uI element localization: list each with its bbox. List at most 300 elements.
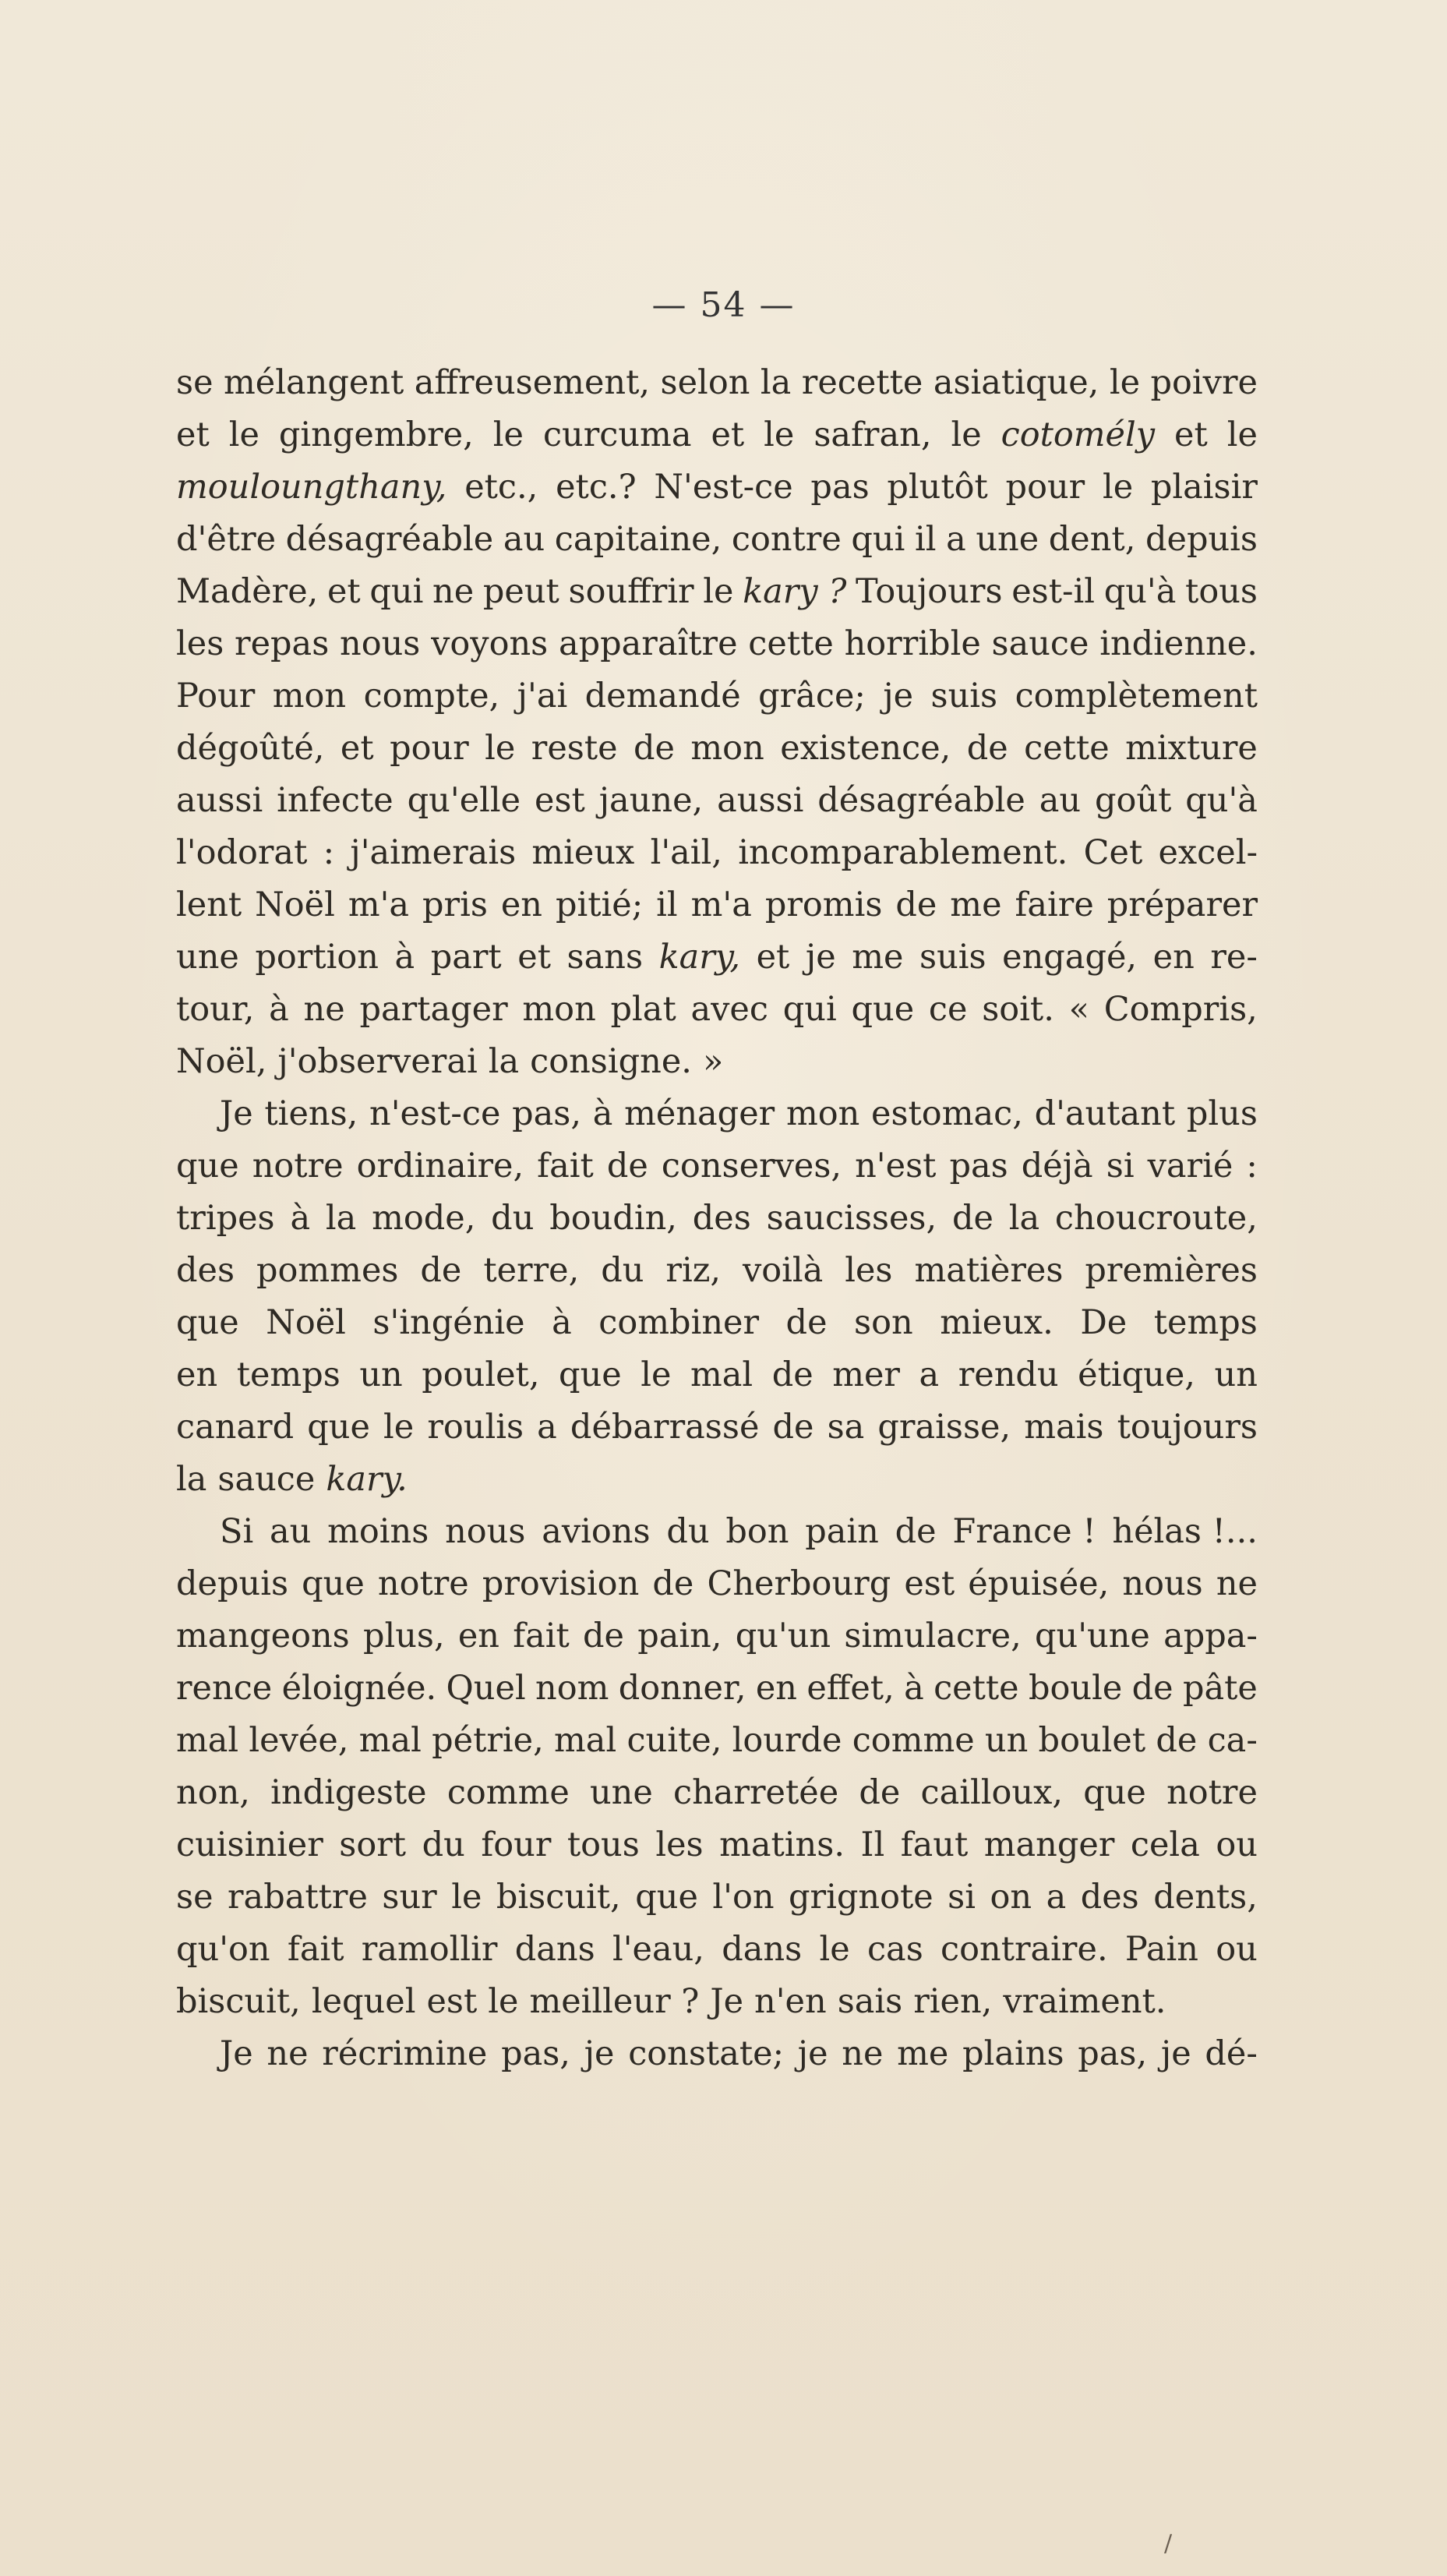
word: comme [446,1773,570,1812]
word: en [176,1355,218,1394]
word: plaisir [1150,468,1258,507]
word: cuite, [626,1721,722,1760]
word: je [883,677,914,716]
word: de [785,1303,828,1342]
word: je [797,2034,828,2073]
word: ne [432,572,475,611]
word: grâce; [758,677,866,716]
word: riz, [665,1251,722,1290]
text-line [176,1349,1258,1401]
word: du [601,1251,644,1290]
word: : [1246,1147,1258,1186]
text-line [176,1297,1258,1349]
text-line [176,1506,1258,1558]
word: tous [1185,572,1258,611]
word: etc., [464,468,538,507]
word: Noël [255,885,335,924]
word: à [269,990,289,1029]
word: fait [513,1617,570,1655]
word: sans [566,938,644,977]
word: matières [914,1251,1064,1290]
word: ne [1216,1564,1258,1603]
word: mon [522,990,596,1029]
word: pas, [1078,2034,1148,2073]
word: si [948,1878,976,1917]
word: rence [176,1669,273,1708]
word: rien, [913,1982,993,2021]
word: de [772,1408,814,1447]
word: qu'à [1103,572,1177,611]
word: me [852,938,904,977]
word: engagé, [1002,938,1138,977]
word: Si [220,1512,254,1551]
word: pétrie, [432,1721,544,1760]
text-line [176,1976,1258,2028]
word: mal [554,1721,617,1760]
word: etc.? [556,468,637,507]
word: éloignée. [281,1669,437,1708]
word: de [951,1199,993,1238]
word: est [904,1564,955,1603]
word: souffrir [568,572,694,611]
word: suis [919,938,986,977]
word: de [652,1564,694,1603]
text-line [176,409,1258,461]
text-line [176,670,1258,723]
word: Je [220,2034,253,2073]
word: la [488,1042,520,1081]
text-line [176,1140,1258,1193]
word: Madère, [176,572,319,611]
word: voilà [742,1251,824,1290]
word: choucroute, [1054,1199,1258,1238]
word: le [1109,363,1141,402]
word: en [500,885,543,924]
word: l'eau, [612,1930,704,1969]
word: et [1174,415,1208,454]
word: pommes [256,1251,399,1290]
word: et [176,415,210,454]
word: en [457,1617,500,1655]
word: plus [1186,1094,1258,1133]
word: kary, [658,938,741,977]
word: levée, [249,1721,349,1760]
word: contre [731,520,842,559]
word: poulet, [422,1355,540,1394]
word: de [895,1512,937,1551]
word: boulet [1038,1721,1146,1760]
word: déjà [1021,1147,1093,1186]
text-line [176,1610,1258,1663]
word: existence, [780,729,951,768]
word: pain [805,1512,879,1551]
word: apparaître [558,624,738,663]
word: de [895,885,937,924]
word: indienne. [1099,624,1258,663]
word: les [845,1251,893,1290]
word: faut [900,1825,969,1864]
word: part [430,938,502,977]
word: Je [220,1094,253,1133]
word: comme [852,1721,975,1760]
word: ne [842,2034,884,2073]
word: mal [690,1355,753,1394]
word: la [1008,1199,1040,1238]
word: conserves, [661,1147,842,1186]
word: que [302,1564,365,1603]
word: cette [748,624,834,663]
word: épuisée, [968,1564,1110,1603]
word: qu'un [735,1617,831,1655]
word: tripes [176,1199,275,1238]
word: excel- [1158,833,1258,872]
word: j'aimerais [350,833,517,872]
word: Compris, [1103,990,1258,1029]
word: au [270,1512,312,1551]
word: cuisinier [176,1825,323,1864]
word: aussi [176,781,263,820]
word: temps [1153,1303,1258,1342]
word: un [984,1721,1029,1760]
word: la [325,1199,357,1238]
word: je [584,2034,615,2073]
text-line [176,461,1258,514]
word: des [1080,1878,1139,1917]
word: qu'à [1185,781,1258,820]
word: récrimine [322,2034,488,2073]
word: mouloungthany, [176,468,447,507]
word: pâte [1182,1669,1258,1708]
word: pas, [512,1094,582,1133]
word: mal [358,1721,422,1760]
word: au [1039,781,1082,820]
word: que [559,1355,622,1394]
word: et [711,415,745,454]
word: je [805,938,836,977]
word: de [771,1355,813,1394]
word: ou [1216,1930,1258,1969]
word: de [1131,1669,1173,1708]
word: mon [272,677,347,716]
word: grignote [789,1878,933,1917]
word: de [966,729,1008,768]
word: le [951,415,982,454]
word: avec [690,990,768,1029]
text-line [176,1819,1258,1871]
word: se [176,363,214,402]
word: nous [445,1512,526,1551]
word: terre, [483,1251,580,1290]
text-line [176,931,1258,984]
word: préparer [1106,885,1258,924]
word: avions [542,1512,651,1551]
text-line [176,1036,1258,1088]
word: est [535,781,585,820]
word: d'être [176,520,277,559]
word: le [819,1930,850,1969]
word: sur [382,1878,437,1917]
word: tous [566,1825,640,1864]
word: d'autant [1034,1094,1176,1133]
word: selon [660,363,750,402]
word: gingembre, [278,415,474,454]
word: nom [535,1669,609,1708]
word: de [1156,1721,1198,1760]
text-line [176,514,1258,566]
word: demandé [584,677,741,716]
word: rendu [958,1355,1059,1394]
word: Cet [1083,833,1143,872]
word: fait [537,1147,594,1186]
word: Noël, [176,1042,267,1081]
word: le [492,415,524,454]
word: De [1080,1303,1128,1342]
word: m'a [348,885,410,924]
word: notre [377,1564,469,1603]
word: kary ? [743,572,847,611]
word: incomparablement. [738,833,1068,872]
word: le [1226,415,1258,454]
word: qu'on [176,1930,270,1969]
word: le [764,415,795,454]
body-text [176,357,1258,2080]
word: moins [327,1512,429,1551]
word: mixture [1125,729,1258,768]
word: mal [176,1721,239,1760]
word: provision [482,1564,640,1603]
word: un [1214,1355,1258,1394]
word: plat [610,990,676,1029]
word: n'est [855,1147,937,1186]
word: re- [1210,938,1258,977]
word: appa- [1163,1617,1258,1655]
word: horrible [844,624,981,663]
text-line [176,827,1258,879]
word: ramollir [361,1930,498,1969]
word: lourde [732,1721,842,1760]
word: contraire. [941,1930,1108,1969]
word: j'ai [517,677,568,716]
word: effet, [806,1669,895,1708]
word: mais [1024,1408,1104,1447]
text-line [176,1088,1258,1140]
word: et [756,938,790,977]
word: cela [1130,1825,1200,1864]
word: mer [832,1355,900,1394]
word: roulis [427,1408,524,1447]
word: infecte [277,781,394,820]
word: combiner [598,1303,760,1342]
word: mieux [531,833,635,872]
word: suis [930,677,998,716]
word: m'a [690,885,752,924]
word: ménager [624,1094,775,1133]
word: du [422,1825,465,1864]
word: le [451,1878,482,1917]
word: cailloux, [920,1773,1064,1812]
text-line [176,1871,1258,1924]
word: graisse, [877,1408,1011,1447]
word: du [666,1512,710,1551]
word: et [517,938,551,977]
word: qui [851,520,905,559]
word: des [692,1199,751,1238]
word: ce [928,990,968,1029]
word: de [420,1251,462,1290]
word: que [851,990,915,1029]
word: de [606,1147,648,1186]
word: à [552,1303,572,1342]
word: le [488,1982,519,2021]
word: donner, [618,1669,746,1708]
word: a [919,1355,940,1394]
word: Pain [1124,1930,1198,1969]
text-line [176,1558,1258,1610]
word: si [1106,1147,1135,1186]
word: Quel [446,1669,526,1708]
word: mélangent [224,363,404,402]
text-line [176,1454,1258,1506]
word: une [976,520,1039,559]
word: sauce [991,624,1089,663]
word: lent [176,885,242,924]
word: France ! [952,1512,1096,1551]
word: biscuit, [176,1982,301,2021]
page-number: — 54 — [651,285,796,325]
word: pour [390,729,469,768]
word: recette [801,363,923,402]
word: dents, [1153,1878,1258,1917]
word: Je [710,1982,744,2021]
text-line [176,1663,1258,1715]
word: n'en [754,1982,827,2021]
word: tour, [176,990,255,1029]
word: Pour [176,677,256,716]
word: son [854,1303,913,1342]
word: le [1102,468,1134,507]
word: que [176,1147,239,1186]
word: charretée [673,1773,839,1812]
word: on [990,1878,1032,1917]
word: cette [933,1669,1019,1708]
word: j'observerai [277,1042,478,1081]
word: pas [949,1147,1008,1186]
word: plutôt [887,468,988,507]
word: me [950,885,1002,924]
word: bon [725,1512,789,1551]
word: désagréable [285,520,494,559]
word: un [359,1355,403,1394]
word: la [760,363,792,402]
word: l'ail, [650,833,722,872]
word: en [1152,938,1195,977]
word: » [702,1042,724,1081]
text-line [176,618,1258,670]
word: pas, [501,2034,570,2073]
word: que [1083,1773,1146,1812]
word: désagréable [817,781,1025,820]
word: les [655,1825,704,1864]
text-line [176,1767,1258,1819]
word: de [634,729,675,768]
word: a [946,520,966,559]
word: au [503,520,545,559]
word: goût [1094,781,1172,820]
word: de [859,1773,901,1812]
word: dégoûté, [176,729,325,768]
word: soit. [982,990,1054,1029]
text-line [176,984,1258,1036]
word: sort [339,1825,407,1864]
text-line [176,775,1258,827]
word: qu'une [1034,1617,1150,1655]
word: ordinaire, [356,1147,524,1186]
text-line [176,1924,1258,1976]
word: canard [176,1408,295,1447]
word: mangeons [176,1617,350,1655]
word: pain, [637,1617,722,1655]
word: pour [1005,468,1085,507]
word: nous [340,624,421,663]
word: complètement [1015,677,1258,716]
word: de [583,1617,624,1655]
word: étique, [1078,1355,1195,1394]
word: une [176,938,239,977]
word: que [176,1303,239,1342]
word: mon [785,1094,860,1133]
word: boudin, [549,1199,677,1238]
word: rabattre [228,1878,368,1917]
word: safran, [813,415,932,454]
word: sauce [217,1460,316,1499]
word: varié [1147,1147,1233,1186]
word: faire [1015,885,1094,924]
word: N'est-ce [654,468,793,507]
text-line [176,357,1258,409]
word: le [383,1408,415,1447]
word: jaune, [598,781,704,820]
word: a [537,1408,557,1447]
word: ca- [1207,1721,1258,1760]
word: pris [422,885,488,924]
word: ne [303,990,345,1029]
word: asiatique, [933,363,1099,402]
word: promis [764,885,883,924]
word: meilleur ? [529,1982,700,2021]
word: constate; [628,2034,785,2073]
word: plus, [362,1617,445,1655]
word: le [641,1355,672,1394]
word: n'est-ce [369,1094,501,1133]
word: aussi [717,781,804,820]
word: une [589,1773,653,1812]
word: me [897,2034,949,2073]
word: matins. [719,1825,845,1864]
word: dent, [1048,520,1136,559]
word: et [326,572,361,611]
word: plains [962,2034,1064,2073]
word: à [290,1199,311,1238]
word: capitaine, [554,520,722,559]
word: qu'elle [407,781,521,820]
word: depuis [176,1564,289,1603]
text-line [176,879,1258,931]
word: cotomély [1001,415,1156,454]
text-line [176,566,1258,618]
word: l'odorat [176,833,308,872]
word: poivre [1150,363,1258,402]
word: Noël [266,1303,346,1342]
